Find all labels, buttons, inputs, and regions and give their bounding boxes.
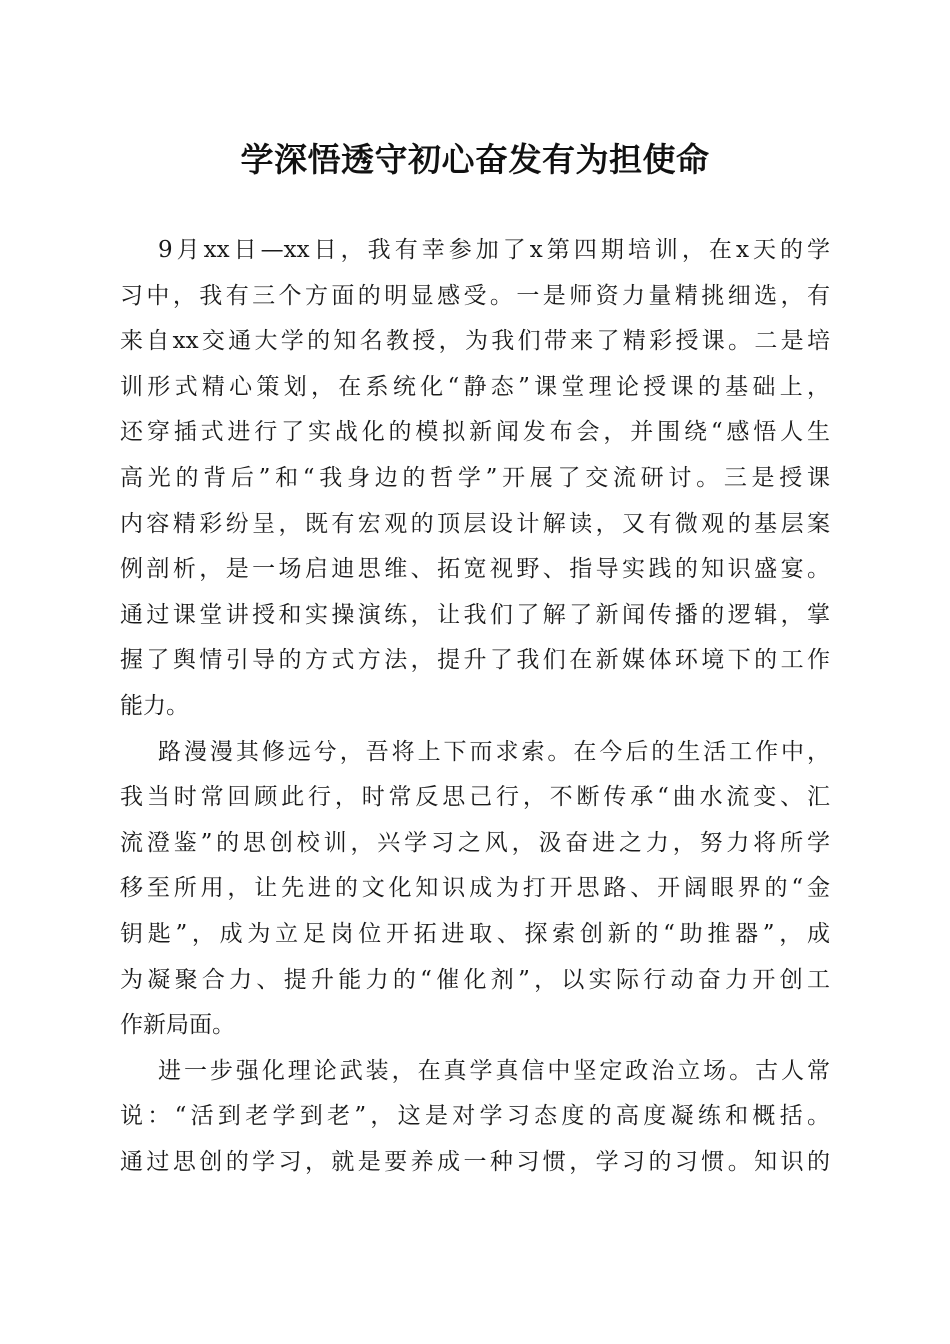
text-line: 通过课堂讲授和实操演练，让我们了解了新闻传播的逻辑，掌: [120, 601, 830, 628]
text-line: 作新局面。: [120, 1012, 235, 1039]
text-line: 高光的背后”和“我身边的哲学”开展了交流研讨。三是授课: [120, 464, 830, 491]
text-line: 习中，我有三个方面的明显感受。一是师资力量精挑细选，有: [120, 282, 830, 309]
text-line: 还穿插式进行了实战化的模拟新闻发布会，并围绕“感悟人生: [120, 419, 830, 446]
text-line: 9月xx日—xx日，我有幸参加了x第四期培训，在x天的学: [158, 237, 830, 263]
text-line: 例剖析，是一场启迪思维、拓宽视野、指导实践的知识盛宴。: [120, 556, 830, 583]
text-line: 我当时常回顾此行，时常反思己行，不断传承“曲水流变、汇: [120, 784, 830, 811]
text-line: 路漫漫其修远兮，吾将上下而求索。在今后的生活工作中，: [158, 738, 830, 765]
text-line: 为凝聚合力、提升能力的“催化剂”，以实际行动奋力开创工: [120, 966, 830, 993]
text-line: 说：“活到老学到老”，这是对学习态度的高度凝练和概括。: [120, 1103, 830, 1130]
text-line: 来自xx交通大学的知名教授，为我们带来了精彩授课。二是培: [120, 328, 830, 355]
document-body: [120, 228, 830, 1185]
text-line: 钥匙”，成为立足岗位开拓进取、探索创新的“助推器”，成: [120, 920, 830, 947]
text-line: 握了舆情引导的方式方法，提升了我们在新媒体环境下的工作: [120, 647, 830, 674]
text-line: 流澄鉴”的思创校训，兴学习之风，汲奋进之力，努力将所学: [120, 829, 830, 856]
text-line: 进一步强化理论武装，在真学真信中坚定政治立场。古人常: [158, 1057, 830, 1084]
document-title: 学深悟透守初心奋发有为担使命: [240, 140, 710, 179]
text-line: 通过思创的学习，就是要养成一种习惯，学习的习惯。知识的: [120, 1148, 830, 1175]
text-line: 能力。: [120, 692, 189, 719]
text-line: 内容精彩纷呈，既有宏观的顶层设计解读，又有微观的基层案: [120, 510, 830, 537]
text-line: 移至所用，让先进的文化知识成为打开思路、开阔眼界的“金: [120, 875, 830, 902]
text-line: 训形式精心策划，在系统化“静态”课堂理论授课的基础上，: [120, 373, 830, 400]
